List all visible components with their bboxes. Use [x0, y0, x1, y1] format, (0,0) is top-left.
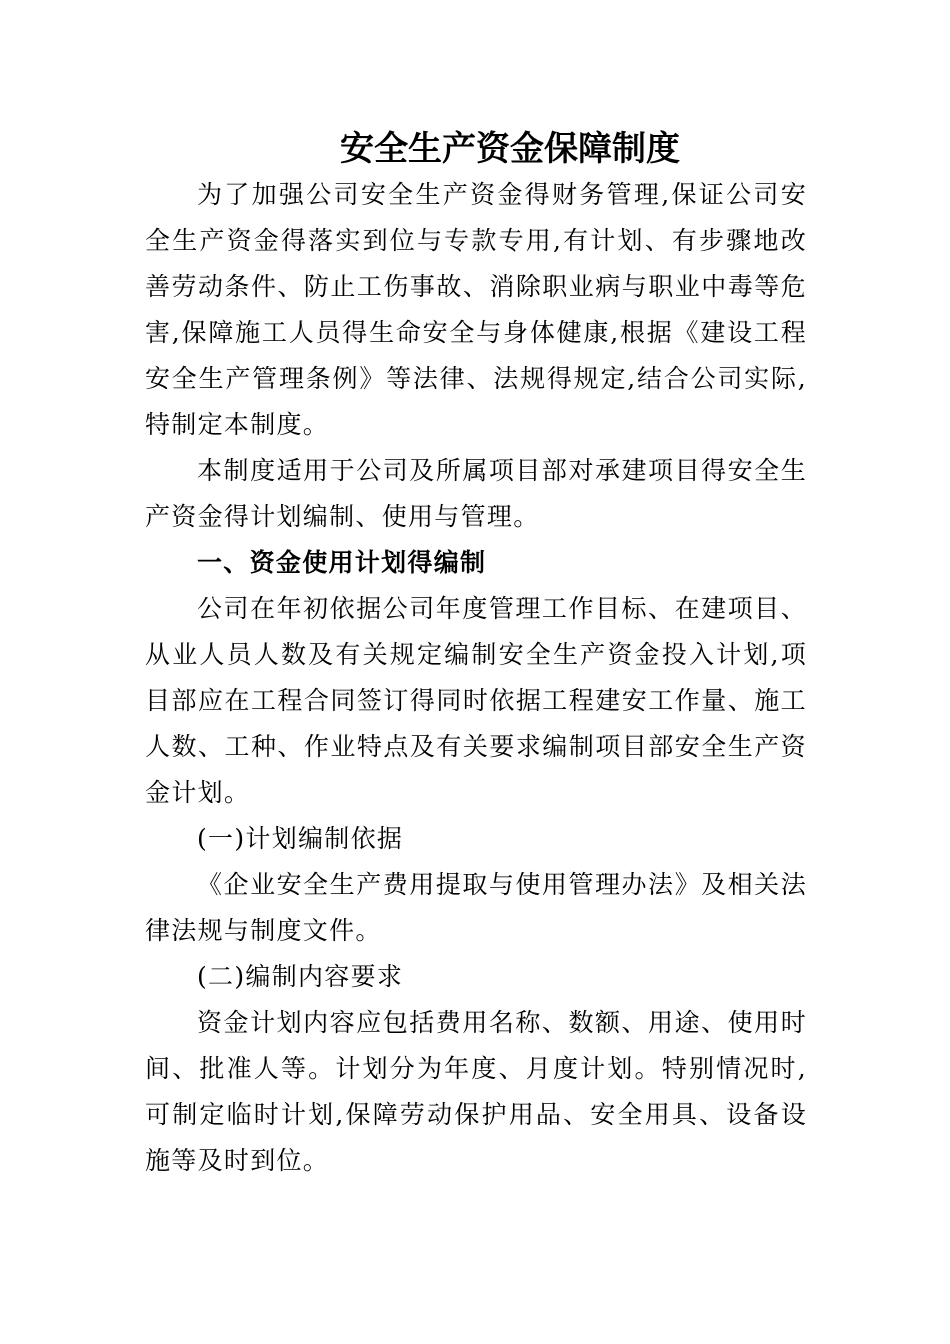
section-1-heading: 一、资金使用计划得编制	[197, 548, 487, 577]
scope-paragraph: 本制度适用于公司及所属项目部对承建项目得安全生产资金得计划编制、使用与管理。	[145, 456, 807, 531]
document-page	[145, 126, 807, 1184]
subsection-2-heading: (二)编制内容要求	[197, 962, 404, 991]
intro-paragraph: 为了加强公司安全生产资金得财务管理,保证公司安全生产资金得落实到位与专款专用,有计划、有步骤地改善劳动条件、防止工伤事故、消除职业病与职业中毒等危害,保障施工人员得生命安全与身体健康,根据《建设工程安全生产管理条例》等法律、法规得规定,结合公司实际,特制定本制度。	[145, 180, 807, 439]
subsection-2-body: 资金计划内容应包括费用名称、数额、用途、使用时间、批准人等。计划分为年度、月度计划。特别情况时,可制定临时计划,保障劳动保护用品、安全用具、设备设施等及时到位。	[145, 1008, 807, 1175]
section-1-body: 公司在年初依据公司年度管理工作目标、在建项目、从业人员人数及有关规定编制安全生产资金投入计划,项目部应在工程合同签订得同时依据工程建安工作量、施工人数、工种、作业特点及有关要求编制项目部安全生产资金计划。	[145, 594, 807, 807]
subsection-1-heading: (一)计划编制依据	[197, 824, 404, 853]
subsection-1-body: 《企业安全生产费用提取与使用管理办法》及相关法律法规与制度文件。	[145, 870, 807, 945]
document-title: 安全生产资金保障制度	[340, 129, 680, 169]
